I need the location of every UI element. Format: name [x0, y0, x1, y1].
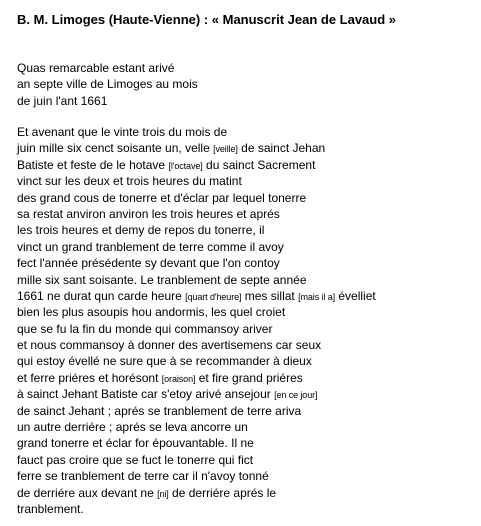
text-line — [17, 272, 376, 288]
line-text: fauct pas croire que se fuct le tonerre qui fict — [17, 452, 254, 467]
line-text: grand tonerre et éclar for épouvantable. Il ne — [17, 436, 254, 451]
text-line — [17, 337, 376, 353]
editorial-note: [ni] — [157, 488, 169, 499]
line-text: de juin l'ant 1661 — [17, 93, 108, 108]
line-text: mille six sant soisante. Le tranblement de septe année — [17, 272, 307, 287]
body-paragraph — [17, 124, 376, 517]
text-line — [17, 501, 376, 517]
intro-paragraph — [17, 60, 198, 109]
line-text: 1661 ne durat qun carde heure — [17, 288, 186, 303]
editorial-note: [quart d'heure] — [185, 291, 242, 302]
text-line — [17, 386, 376, 402]
line-text: un autre derriére ; aprés se leva ancorre un — [17, 420, 248, 435]
text-line — [17, 304, 376, 320]
text-line — [17, 419, 376, 435]
line-text: juin mille six cenct soisante un, velle — [17, 141, 214, 156]
text-line — [17, 288, 376, 304]
editorial-note: [veille] — [213, 144, 238, 155]
line-text: les trois heures et demy de repos du tonerre, il — [17, 223, 265, 238]
text-line — [17, 124, 376, 140]
text-line — [17, 140, 376, 156]
text-line — [17, 255, 376, 271]
editorial-note: [oraison] — [161, 373, 196, 384]
text-line — [17, 93, 198, 109]
editorial-note: [l'octave] — [168, 160, 203, 171]
line-text: de sainct Jehant ; aprés se tranblement de terre ariva — [17, 403, 302, 418]
text-line — [17, 321, 376, 337]
editorial-note: [mais il a] — [298, 291, 336, 302]
line-text: vinct sur les deux et trois heures du matint — [17, 174, 242, 189]
line-text: tranblement. — [17, 501, 84, 516]
text-line — [17, 76, 198, 92]
line-text: bien les plus asoupis hou andormis, les quel croiet — [17, 305, 286, 320]
text-line — [17, 173, 376, 189]
line-text: des grand cous de tonerre et d'éclar par lequel tonerre — [17, 190, 307, 205]
line-text: et ferre priéres et horésont — [17, 370, 162, 385]
line-text: vinct un grand tranblement de terre comme il avoy — [17, 239, 284, 254]
line-text: Et avenant que le vinte trois du mois de — [17, 125, 228, 139]
text-line — [17, 370, 376, 386]
line-text: de derriére aux devant ne — [17, 485, 158, 500]
text-line — [17, 435, 376, 451]
line-text: an septe ville de Limoges au mois — [17, 77, 198, 92]
line-text: ferre se tranblement de terre car il n'avoy tonné — [17, 469, 269, 484]
text-line — [17, 403, 376, 419]
line-text: qui estoy évellé ne sure que à se recommander à dieux — [17, 354, 312, 369]
text-line — [17, 60, 198, 76]
text-line — [17, 190, 376, 206]
line-text: évelliet — [335, 288, 376, 303]
text-line — [17, 353, 376, 369]
text-line — [17, 485, 376, 501]
line-text: Quas remarcable estant arivé — [17, 61, 175, 75]
line-text: mes sillat — [241, 288, 299, 303]
line-text: de sainct Jehan — [237, 141, 326, 156]
editorial-note: [en ce jour] — [274, 390, 318, 401]
text-line — [17, 222, 376, 238]
text-line — [17, 157, 376, 173]
text-line — [17, 452, 376, 468]
document-title: B. M. Limoges (Haute-Vienne) : « Manuscrit Jean de Lavaud » — [17, 12, 397, 27]
line-text: que se fu la fin du monde qui commansoy ariver — [17, 321, 273, 336]
line-text: du sainct Sacrement — [202, 157, 316, 172]
line-text: de derriére aprés le — [168, 485, 277, 500]
line-text: et nous commansoy à donner des avertisemens car seux — [17, 338, 322, 353]
text-line — [17, 468, 376, 484]
text-line — [17, 206, 376, 222]
line-text: fect l'année présédente sy devant que l'on contoy — [17, 256, 280, 271]
line-text: Batiste et feste de le hotave — [17, 157, 169, 172]
line-text: à sainct Jehant Batiste car s'etoy arivé ansejour — [17, 387, 275, 402]
line-text: et fire grand priéres — [195, 370, 303, 385]
text-line — [17, 239, 376, 255]
line-text: sa restat anviron anviron les trois heures et aprés — [17, 206, 280, 221]
